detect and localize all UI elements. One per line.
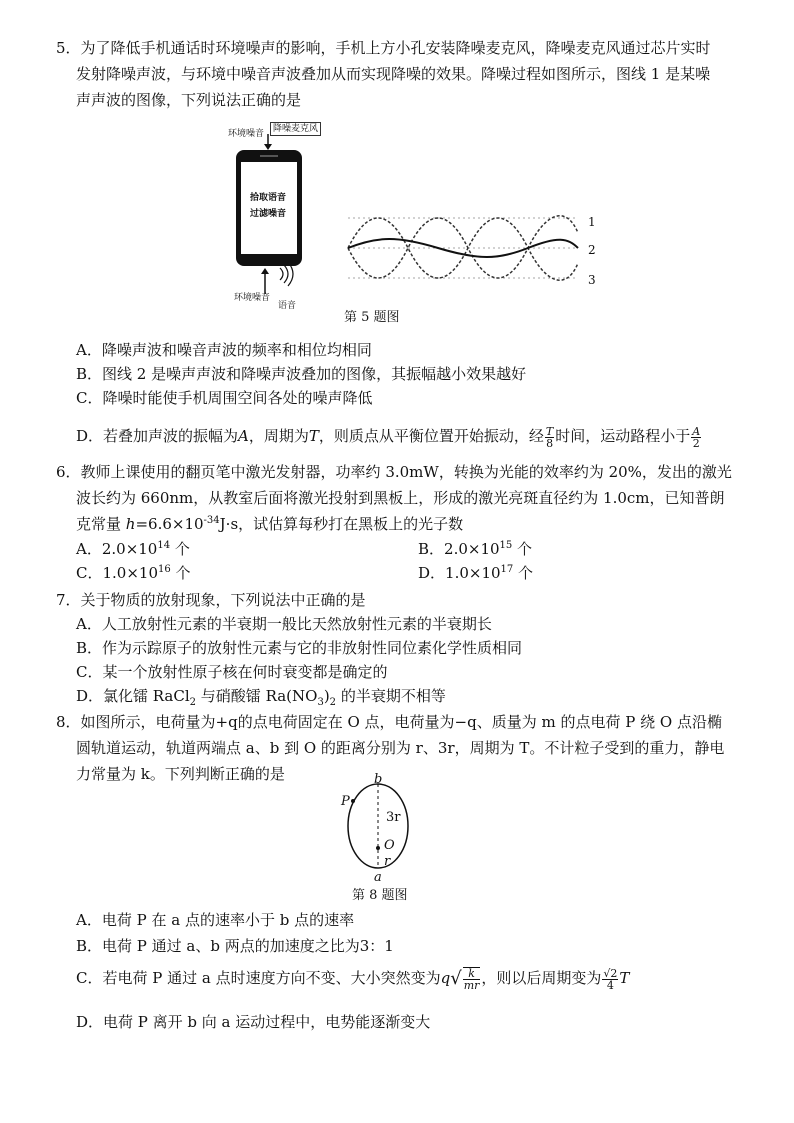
q7-number: 7． (56, 591, 81, 609)
q8-label-O: O (384, 838, 395, 853)
q5-caption: 第 5 题图 (344, 310, 400, 325)
q5-d-text-2: ，周期为 (248, 427, 309, 445)
q8-ellipse-figure (330, 768, 430, 885)
q6-c-post: 个 (170, 564, 191, 582)
q5-label-env-bottom: 环境噪音 (234, 293, 271, 303)
q6-l3-pre: 克常量 (76, 515, 126, 533)
q8-c-rad-num: k (463, 968, 481, 980)
q5-line2: 发射降噪声波，与环境中噪音声波叠加从而实现降噪的效果。降噪过程如图所示，图线 1 是某噪 (76, 65, 711, 83)
q8-c-T: T (619, 969, 630, 987)
q5-text-1: 为了降低手机通话时环境噪声的影响，手机上方小孔安装降噪麦克风，降噪麦克风通过芯片实时 (80, 39, 711, 57)
q6-b-exp: 15 (499, 540, 513, 551)
q8-line2: 圆轨道运动，轨道两端点 a、b 到 O 的距离分别为 r、3r，周期为 T。不计粒子受到的重力，静电 (76, 739, 725, 757)
q6-l3-post: J·s，试估算每秒打在黑板上的光子数 (219, 515, 464, 533)
q8-label-3r: 3r (386, 810, 401, 825)
q5-line1 (56, 36, 711, 60)
q5-option-a[interactable]: A．降噪声波和噪音声波的频率和相位均相同 (76, 341, 372, 359)
q8-c-sqrt-sign: √ (450, 968, 462, 989)
q8-option-b[interactable]: B．电荷 P 通过 a、b 两点的加速度之比为3：1 (76, 937, 394, 955)
q6-b-pre: B．2.0×10 (418, 540, 500, 558)
q6-number: 6． (56, 463, 81, 481)
q8-label-b: b (374, 772, 383, 787)
q8-text-1: 如图所示，电荷量为+q的点电荷固定在 O 点，电荷量为−q、质量为 m 的点电荷 P 绕 O 点沿椭 (80, 713, 722, 731)
q6-b-post: 个 (512, 540, 533, 558)
q8-option-a[interactable]: A．电荷 P 在 a 点的速率小于 b 点的速率 (76, 911, 355, 929)
q5-curve-3 (348, 216, 578, 278)
q5-curve-label-2: 2 (588, 243, 596, 257)
q5-d-A: A (238, 427, 249, 445)
q6-line2: 波长约为 660nm，从教室后面将激光投射到黑板上，形成的激光亮斑直径约为 1.0cm，已知普朗 (76, 489, 725, 507)
q5-d-frac1-den: 8 (546, 436, 554, 450)
q7-d-mid2: ) (323, 687, 330, 705)
q6-c-pre: C．1.0×10 (76, 564, 158, 582)
q5-d-T: T (308, 427, 319, 445)
q5-curve-1 (348, 218, 578, 280)
q6-d-pre: D．1.0×10 (418, 564, 501, 582)
q5-phone-figure (220, 118, 340, 311)
q6-text-1: 教师上课使用的翻页笔中激光发射器，功率约 3.0mW，转换为光能的效率约为 20%，发出的激光 (80, 463, 732, 481)
q5-waves-svg (340, 208, 610, 288)
q6-a-pre: A．2.0×10 (76, 540, 158, 558)
q5-d-fraction-t8 (545, 426, 554, 449)
q7-d-sub2: 3 (317, 697, 324, 708)
q7-option-d[interactable] (76, 684, 446, 708)
q5-d-frac2-den: 2 (692, 436, 700, 450)
q8-option-d[interactable]: D．电荷 P 离开 b 向 a 运动过程中，电势能逐渐变大 (76, 1013, 431, 1031)
q7-text-1: 关于物质的放射现象，下列说法中正确的是 (80, 591, 366, 609)
q6-c-exp: 16 (158, 564, 171, 575)
q6-a-exp: 14 (157, 540, 171, 551)
q6-option-c[interactable] (76, 561, 191, 585)
q6-d-exp: 17 (500, 564, 514, 575)
q8-label-r: r (384, 854, 391, 869)
q5-curve-label-1: 1 (588, 215, 596, 229)
q7-option-c[interactable]: C．某一个放射性原子核在何时衰变都是确定的 (76, 663, 388, 681)
q6-l3-h: h (125, 515, 136, 533)
q6-option-b[interactable] (418, 537, 532, 561)
q5-d-text-4: 时间，运动路程小于 (555, 427, 691, 445)
q5-d-text-3: ，则质点从平衡位置开始振动，经 (318, 427, 544, 445)
q6-option-a[interactable] (76, 537, 190, 561)
q7-d-sub1: 2 (189, 697, 197, 708)
q8-label-P: P (341, 794, 350, 809)
q5-option-d[interactable] (76, 424, 702, 449)
q8-label-a: a (374, 870, 382, 885)
q8-c-radicand (463, 967, 481, 991)
q6-a-post: 个 (170, 540, 190, 558)
q5-line3: 声声波的图像，下列说法正确的是 (76, 91, 302, 109)
q5-number: 5． (56, 39, 81, 57)
q5-d-text-1: D．若叠加声波的振幅为 (76, 427, 239, 445)
q5-d-frac1-num: T (545, 424, 554, 438)
q5-screen-line2: 过滤噪音 (250, 209, 287, 219)
q7-option-b[interactable]: B．作为示踪原子的放射性元素与它的非放射性同位素化学性质相同 (76, 639, 523, 657)
q6-option-d[interactable] (418, 561, 533, 585)
q5-option-b[interactable]: B．图线 2 是噪声声波和降噪声波叠加的图像，其振幅越小效果越好 (76, 365, 527, 383)
q5-screen-line1: 拾取语音 (250, 193, 287, 203)
q8-c-pre: C．若电荷 P 通过 a 点时速度方向不变、大小突然变为 (76, 969, 441, 987)
q5-option-c[interactable]: C．降噪时能使手机周围空间各处的噪声降低 (76, 389, 373, 407)
q8-c-mid: ，则以后周期变为 (481, 969, 602, 987)
q8-c-fraction (602, 968, 618, 991)
q8-caption: 第 8 题图 (352, 888, 408, 903)
q5-curve-label-3: 3 (588, 273, 596, 287)
q7-option-a[interactable]: A．人工放射性元素的半衰期一般比天然放射性元素的半衰期长 (76, 615, 492, 633)
q7-d-post: 的半衰期不相等 (336, 687, 446, 705)
q5-d-fraction-a2 (691, 426, 701, 449)
q8-option-c[interactable] (76, 966, 629, 991)
q6-l3-exp: -34 (203, 515, 220, 526)
q5-d-frac2-num: A (692, 424, 701, 438)
q8-line1 (56, 710, 722, 734)
q6-d-post: 个 (513, 564, 534, 582)
q6-l3-val: =6.6×10 (135, 515, 204, 533)
q8-c-rad-den: mr (463, 979, 480, 992)
q8-c-frac-den: 4 (606, 978, 614, 992)
q7-d-mid: 与硝酸镭 Ra(NO (196, 687, 318, 705)
q6-line3 (76, 512, 463, 536)
q8-number: 8． (56, 713, 81, 731)
q7-d-pre: D．氯化镭 RaCl (76, 687, 190, 705)
q5-label-voice: 语音 (278, 301, 297, 311)
q6-line1 (56, 460, 732, 484)
q7-d-sub3: 2 (329, 697, 337, 708)
q8-c-frac-num: √2 (603, 966, 618, 980)
q8-line3: 力常量为 k。下列判断正确的是 (76, 765, 285, 783)
q8-c-q: q (440, 969, 451, 987)
q7-line1 (56, 588, 366, 612)
q5-label-env-top: 环境噪音 (228, 129, 265, 139)
q5-label-mic: 降噪麦克风 (270, 122, 321, 136)
